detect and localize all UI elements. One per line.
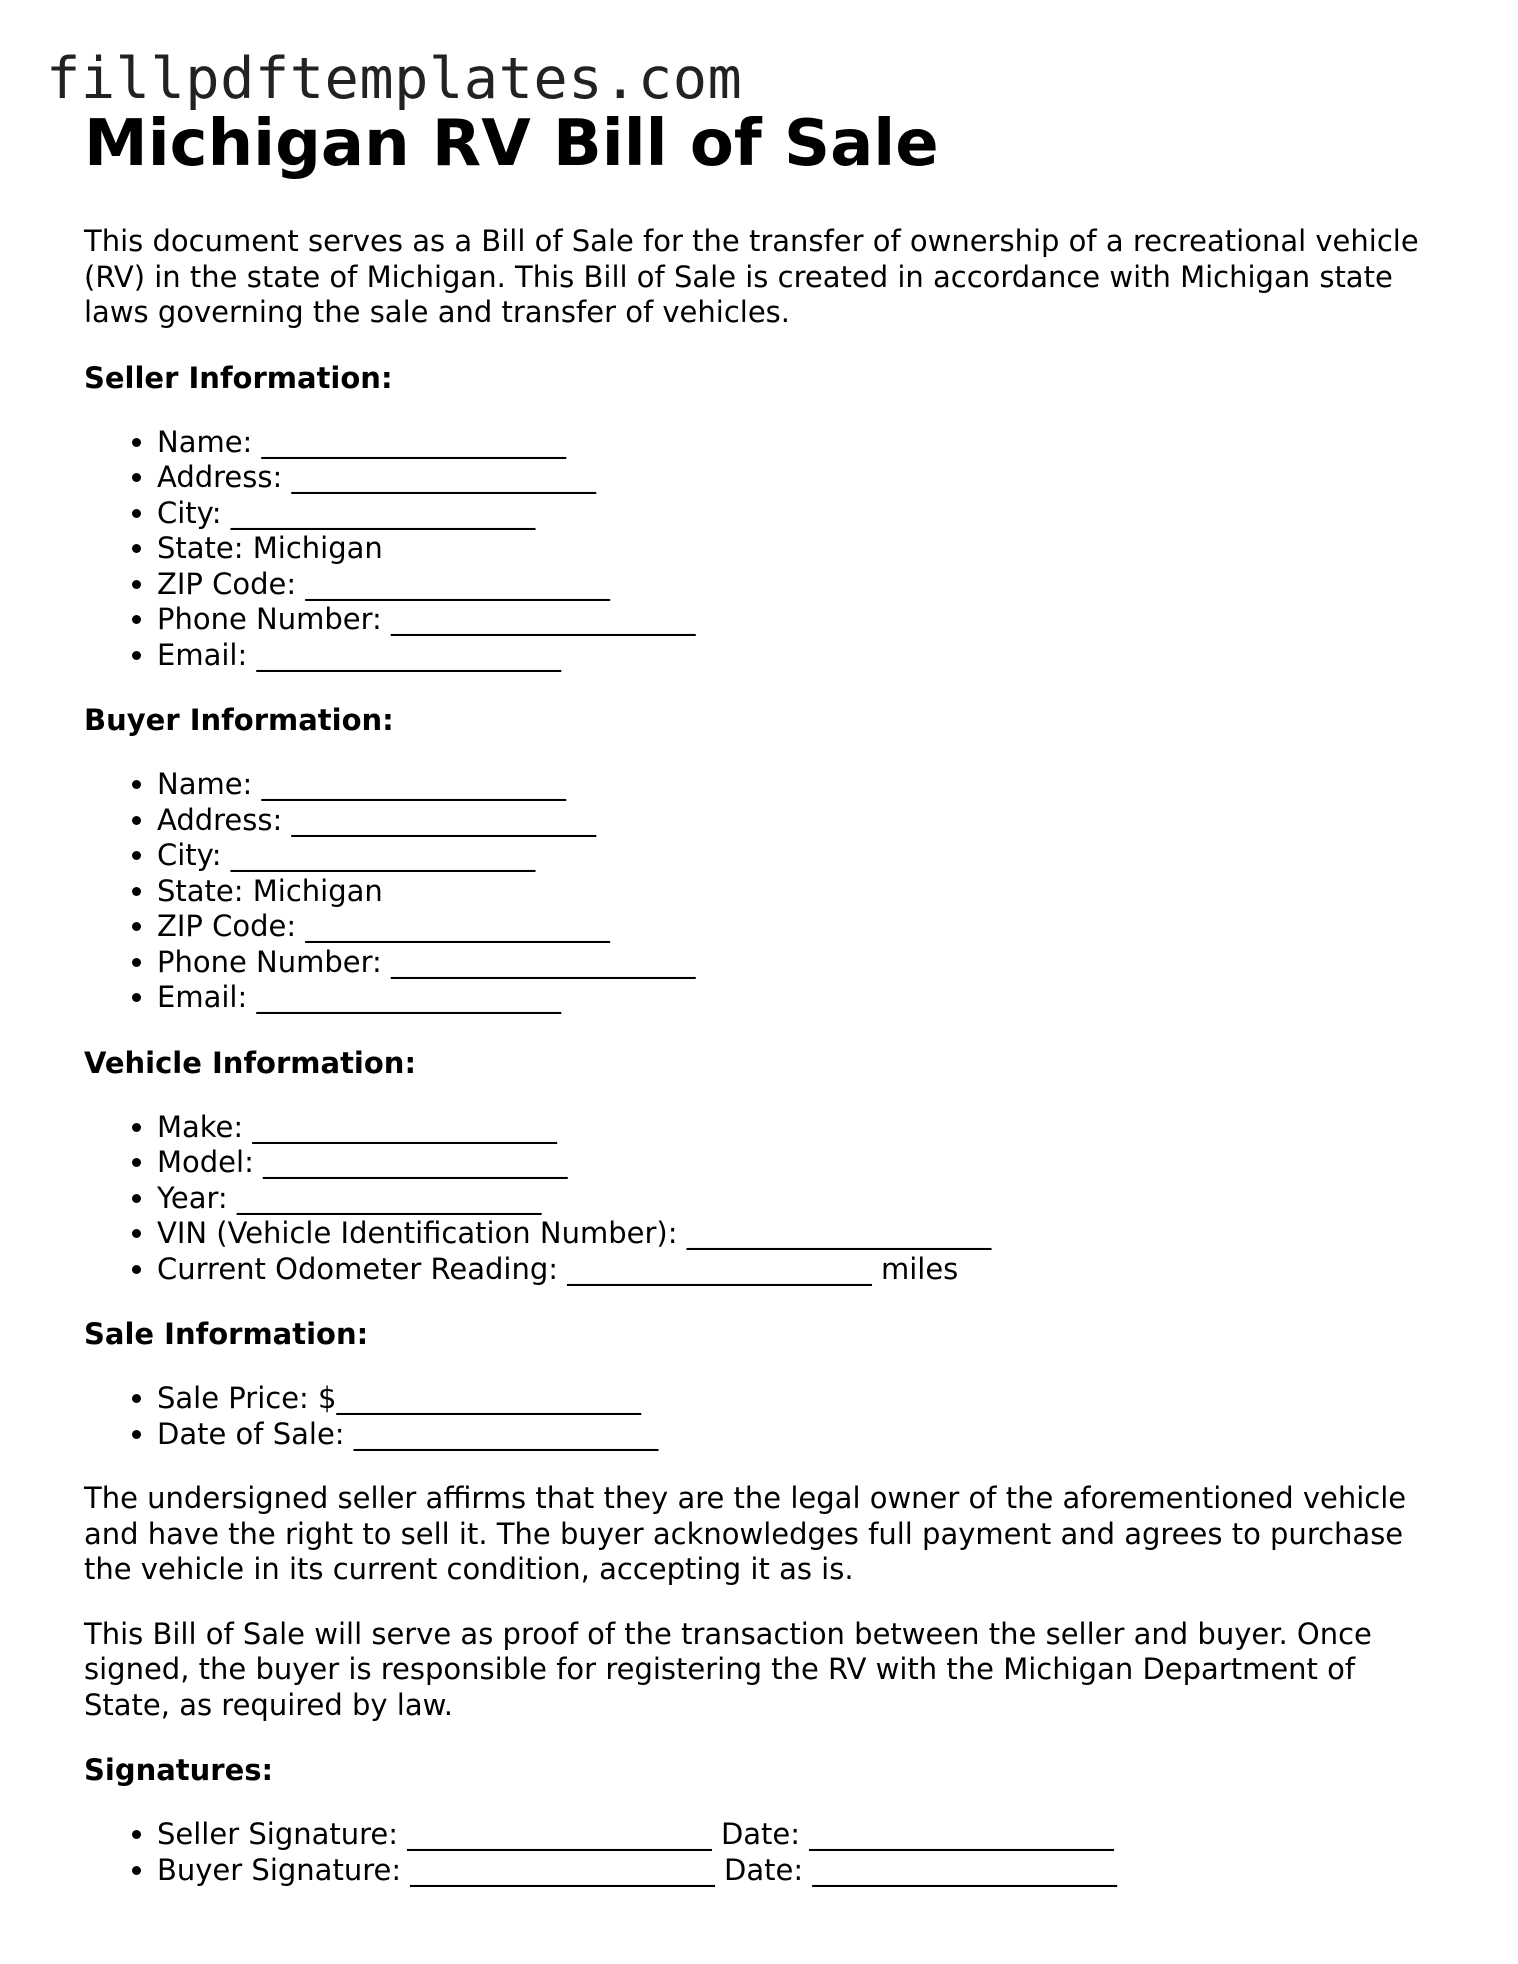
buyer-list: [84, 767, 1424, 1016]
proof-paragraph: This Bill of Sale will serve as proof of the transaction between the seller and buyer. Once signed, the buyer is responsible for registering the RV with the Michigan Department of State, as required by law.: [84, 1616, 1372, 1722]
seller-address-field[interactable]: • Address: _____________________: [157, 460, 1424, 496]
seller-email-field[interactable]: • Email: _____________________: [157, 638, 1424, 674]
vehicle-vin-field[interactable]: • VIN (Vehicle Identification Number): _____________________: [157, 1216, 1424, 1252]
signatures-list: [84, 1817, 1424, 1888]
vehicle-heading: Vehicle Information:: [84, 1045, 417, 1080]
sale-list: [84, 1381, 1424, 1452]
intro-paragraph: This document serves as a Bill of Sale for the transfer of ownership of a recreational vehicle (RV) in the state of Michigan. This Bill of Sale is created in accordance with Michigan state laws governing the sale and transfer of vehicles.: [84, 224, 1419, 329]
buyer-phone-field[interactable]: • Phone Number: _____________________: [157, 945, 1424, 981]
sale-price-field[interactable]: • Sale Price: $_____________________: [157, 1381, 1424, 1417]
vehicle-odometer-field[interactable]: • Current Odometer Reading: _____________________ miles: [157, 1252, 1424, 1288]
buyer-state-field: • State: Michigan: [157, 874, 1424, 910]
affirmation-paragraph: The undersigned seller affirms that they are the legal owner of the aforementioned vehicle and have the right to sell it. The buyer acknowledges full payment and agrees to purchase the vehicle in its current condition, accepting it as is.: [84, 1481, 1407, 1586]
seller-name-field[interactable]: • Name: _____________________: [157, 425, 1424, 461]
sale-date-field[interactable]: • Date of Sale: _____________________: [157, 1417, 1424, 1453]
seller-list: [84, 425, 1424, 674]
seller-state-field: • State: Michigan: [157, 531, 1424, 567]
vehicle-list: [84, 1110, 1424, 1288]
signatures-heading: Signatures:: [84, 1753, 274, 1787]
watermark: fillpdftemplates.com: [46, 46, 743, 112]
sale-heading: Sale Information:: [84, 1317, 369, 1351]
vehicle-year-field[interactable]: • Year: _____________________: [157, 1181, 1424, 1217]
seller-heading: Seller Information:: [84, 360, 393, 395]
seller-city-field[interactable]: • City: _____________________: [157, 496, 1424, 532]
document-body: [84, 106, 1424, 1888]
buyer-city-field[interactable]: • City: _____________________: [157, 838, 1424, 874]
buyer-heading: Buyer Information:: [84, 703, 394, 737]
seller-signature-field[interactable]: • Seller Signature: _____________________ Date: _____________________: [157, 1817, 1424, 1853]
buyer-zip-field[interactable]: • ZIP Code: _____________________: [157, 909, 1424, 945]
buyer-address-field[interactable]: • Address: _____________________: [157, 803, 1424, 839]
buyer-signature-field[interactable]: • Buyer Signature: _____________________ Date: _____________________: [157, 1853, 1424, 1889]
seller-zip-field[interactable]: • ZIP Code: _____________________: [157, 567, 1424, 603]
buyer-name-field[interactable]: • Name: _____________________: [157, 767, 1424, 803]
page-title: Michigan RV Bill of Sale: [84, 107, 939, 181]
vehicle-make-field[interactable]: • Make: _____________________: [157, 1110, 1424, 1146]
vehicle-model-field[interactable]: • Model: _____________________: [157, 1145, 1424, 1181]
buyer-email-field[interactable]: • Email: _____________________: [157, 980, 1424, 1016]
seller-phone-field[interactable]: • Phone Number: _____________________: [157, 602, 1424, 638]
